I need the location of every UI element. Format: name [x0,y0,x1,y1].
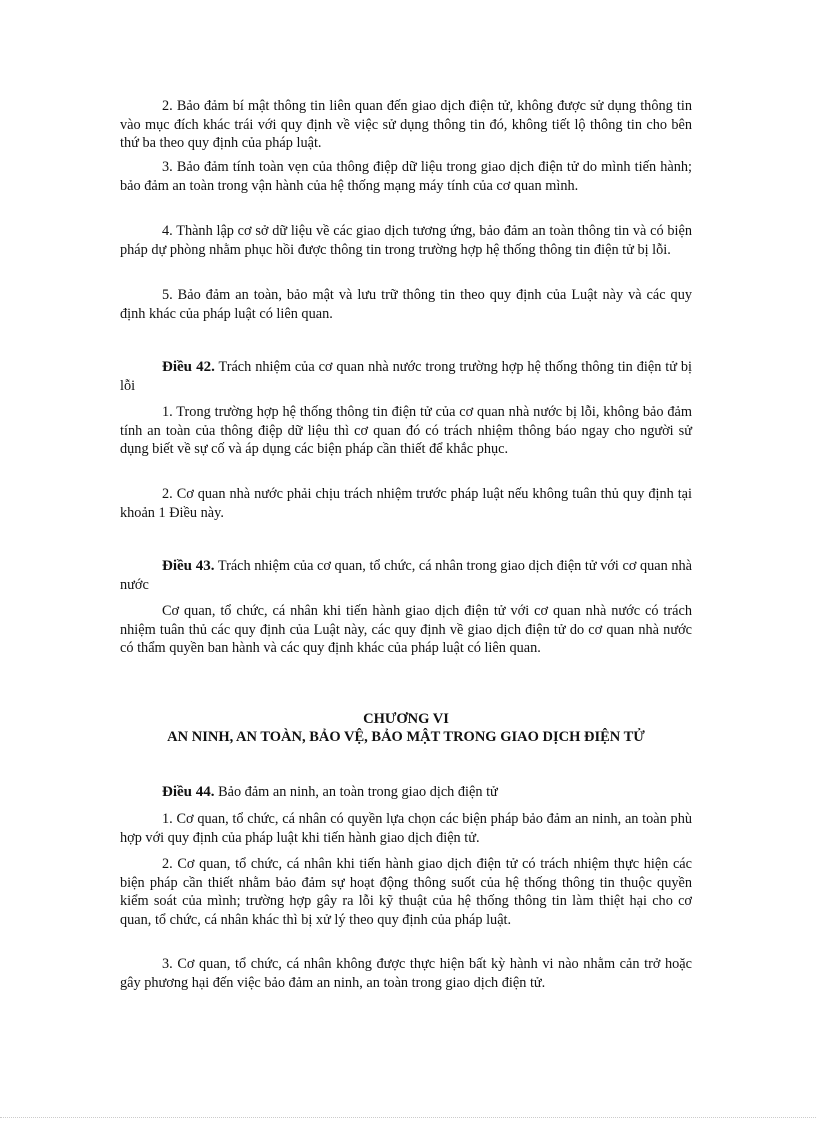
art44-paragraph-2: 2. Cơ quan, tổ chức, cá nhân khi tiến hành giao dịch điện tử có trách nhiệm thực hiện các biện pháp cần thiết nhằm bảo đảm sự hoạt động thông suốt của hệ thống thông tin thuộc quyền kiểm soát của mình; trường hợp gây ra lỗi kỹ thuật của hệ thống thông tin làm thiệt hại cho cơ quan, tổ chức, cá nhân khác thì bị xử lý theo quy định của pháp luật. [120,856,692,928]
art42-paragraph-2: 2. Cơ quan nhà nước phải chịu trách nhiệm trước pháp luật nếu không tuân thủ quy định tại khoản 1 Điều này. [120,486,692,521]
chapter-title: AN NINH, AN TOÀN, BẢO VỆ, BẢO MẬT TRONG GIAO DỊCH ĐIỆN TỬ [167,729,645,745]
article-42-title: Trách nhiệm của cơ quan nhà nước trong trường hợp hệ thống thông tin điện tử bị lỗi [120,359,692,394]
art41-paragraph-5: 5. Bảo đảm an toàn, bảo mật và lưu trữ thông tin theo quy định của Luật này và các quy định khác của pháp luật có liên quan. [120,287,692,322]
chapter-number: CHƯƠNG VI [363,711,449,727]
art41-paragraph-4: 4. Thành lập cơ sở dữ liệu về các giao dịch tương ứng, bảo đảm an toàn thông tin và có biện pháp dự phòng nhằm phục hồi được thông tin trong trường hợp hệ thống thông tin điện tử bị lỗi. [120,223,692,258]
art42-paragraph-1: 1. Trong trường hợp hệ thống thông tin điện tử của cơ quan nhà nước bị lỗi, không bảo đảm tính an toàn của thông điệp dữ liệu thì cơ quan đó có trách nhiệm thông báo ngay cho người sử dụng biết về sự cố và áp dụng các biện pháp cần thiết để khắc phục. [120,404,692,458]
article-43-label: Điều 43. [162,558,215,574]
article-43-title: Trách nhiệm của cơ quan, tổ chức, cá nhân trong giao dịch điện tử với cơ quan nhà nước [120,558,692,593]
article-44-label: Điều 44. [162,784,215,800]
article-42-label: Điều 42. [162,359,215,375]
article-43-heading [120,557,692,594]
article-44-heading [120,783,692,802]
art44-paragraph-3: 3. Cơ quan, tổ chức, cá nhân không được thực hiện bất kỳ hành vi nào nhằm cản trở hoặc gây phương hại đến việc bảo đảm an ninh, an toàn trong giao dịch điện tử. [120,956,692,991]
article-44-title: Bảo đảm an ninh, an toàn trong giao dịch điện tử [214,784,498,800]
art43-paragraph-1: Cơ quan, tổ chức, cá nhân khi tiến hành giao dịch điện tử với cơ quan nhà nước có trách nhiệm tuân thủ các quy định của Luật này, các quy định về giao dịch điện tử do cơ quan nhà nước có thẩm quyền ban hành và các quy định khác của pháp luật có liên quan. [120,603,692,657]
article-42-heading [120,358,692,395]
art41-paragraph-2: 2. Bảo đảm bí mật thông tin liên quan đến giao dịch điện tử, không được sử dụng thông tin vào mục đích khác trái với quy định về việc sử dụng thông tin đó, không tiết lộ thông tin cho bên thứ ba theo quy định của pháp luật. [120,98,692,152]
art44-paragraph-1: 1. Cơ quan, tổ chức, cá nhân có quyền lựa chọn các biện pháp bảo đảm an ninh, an toàn phù hợp với quy định của pháp luật khi tiến hành giao dịch điện tử. [120,811,692,846]
page-bottom-border [0,1117,816,1118]
art41-paragraph-3: 3. Bảo đảm tính toàn vẹn của thông điệp dữ liệu trong giao dịch điện tử do mình tiến hành; bảo đảm an toàn trong vận hành của hệ thống mạng máy tính của cơ quan mình. [120,159,692,194]
